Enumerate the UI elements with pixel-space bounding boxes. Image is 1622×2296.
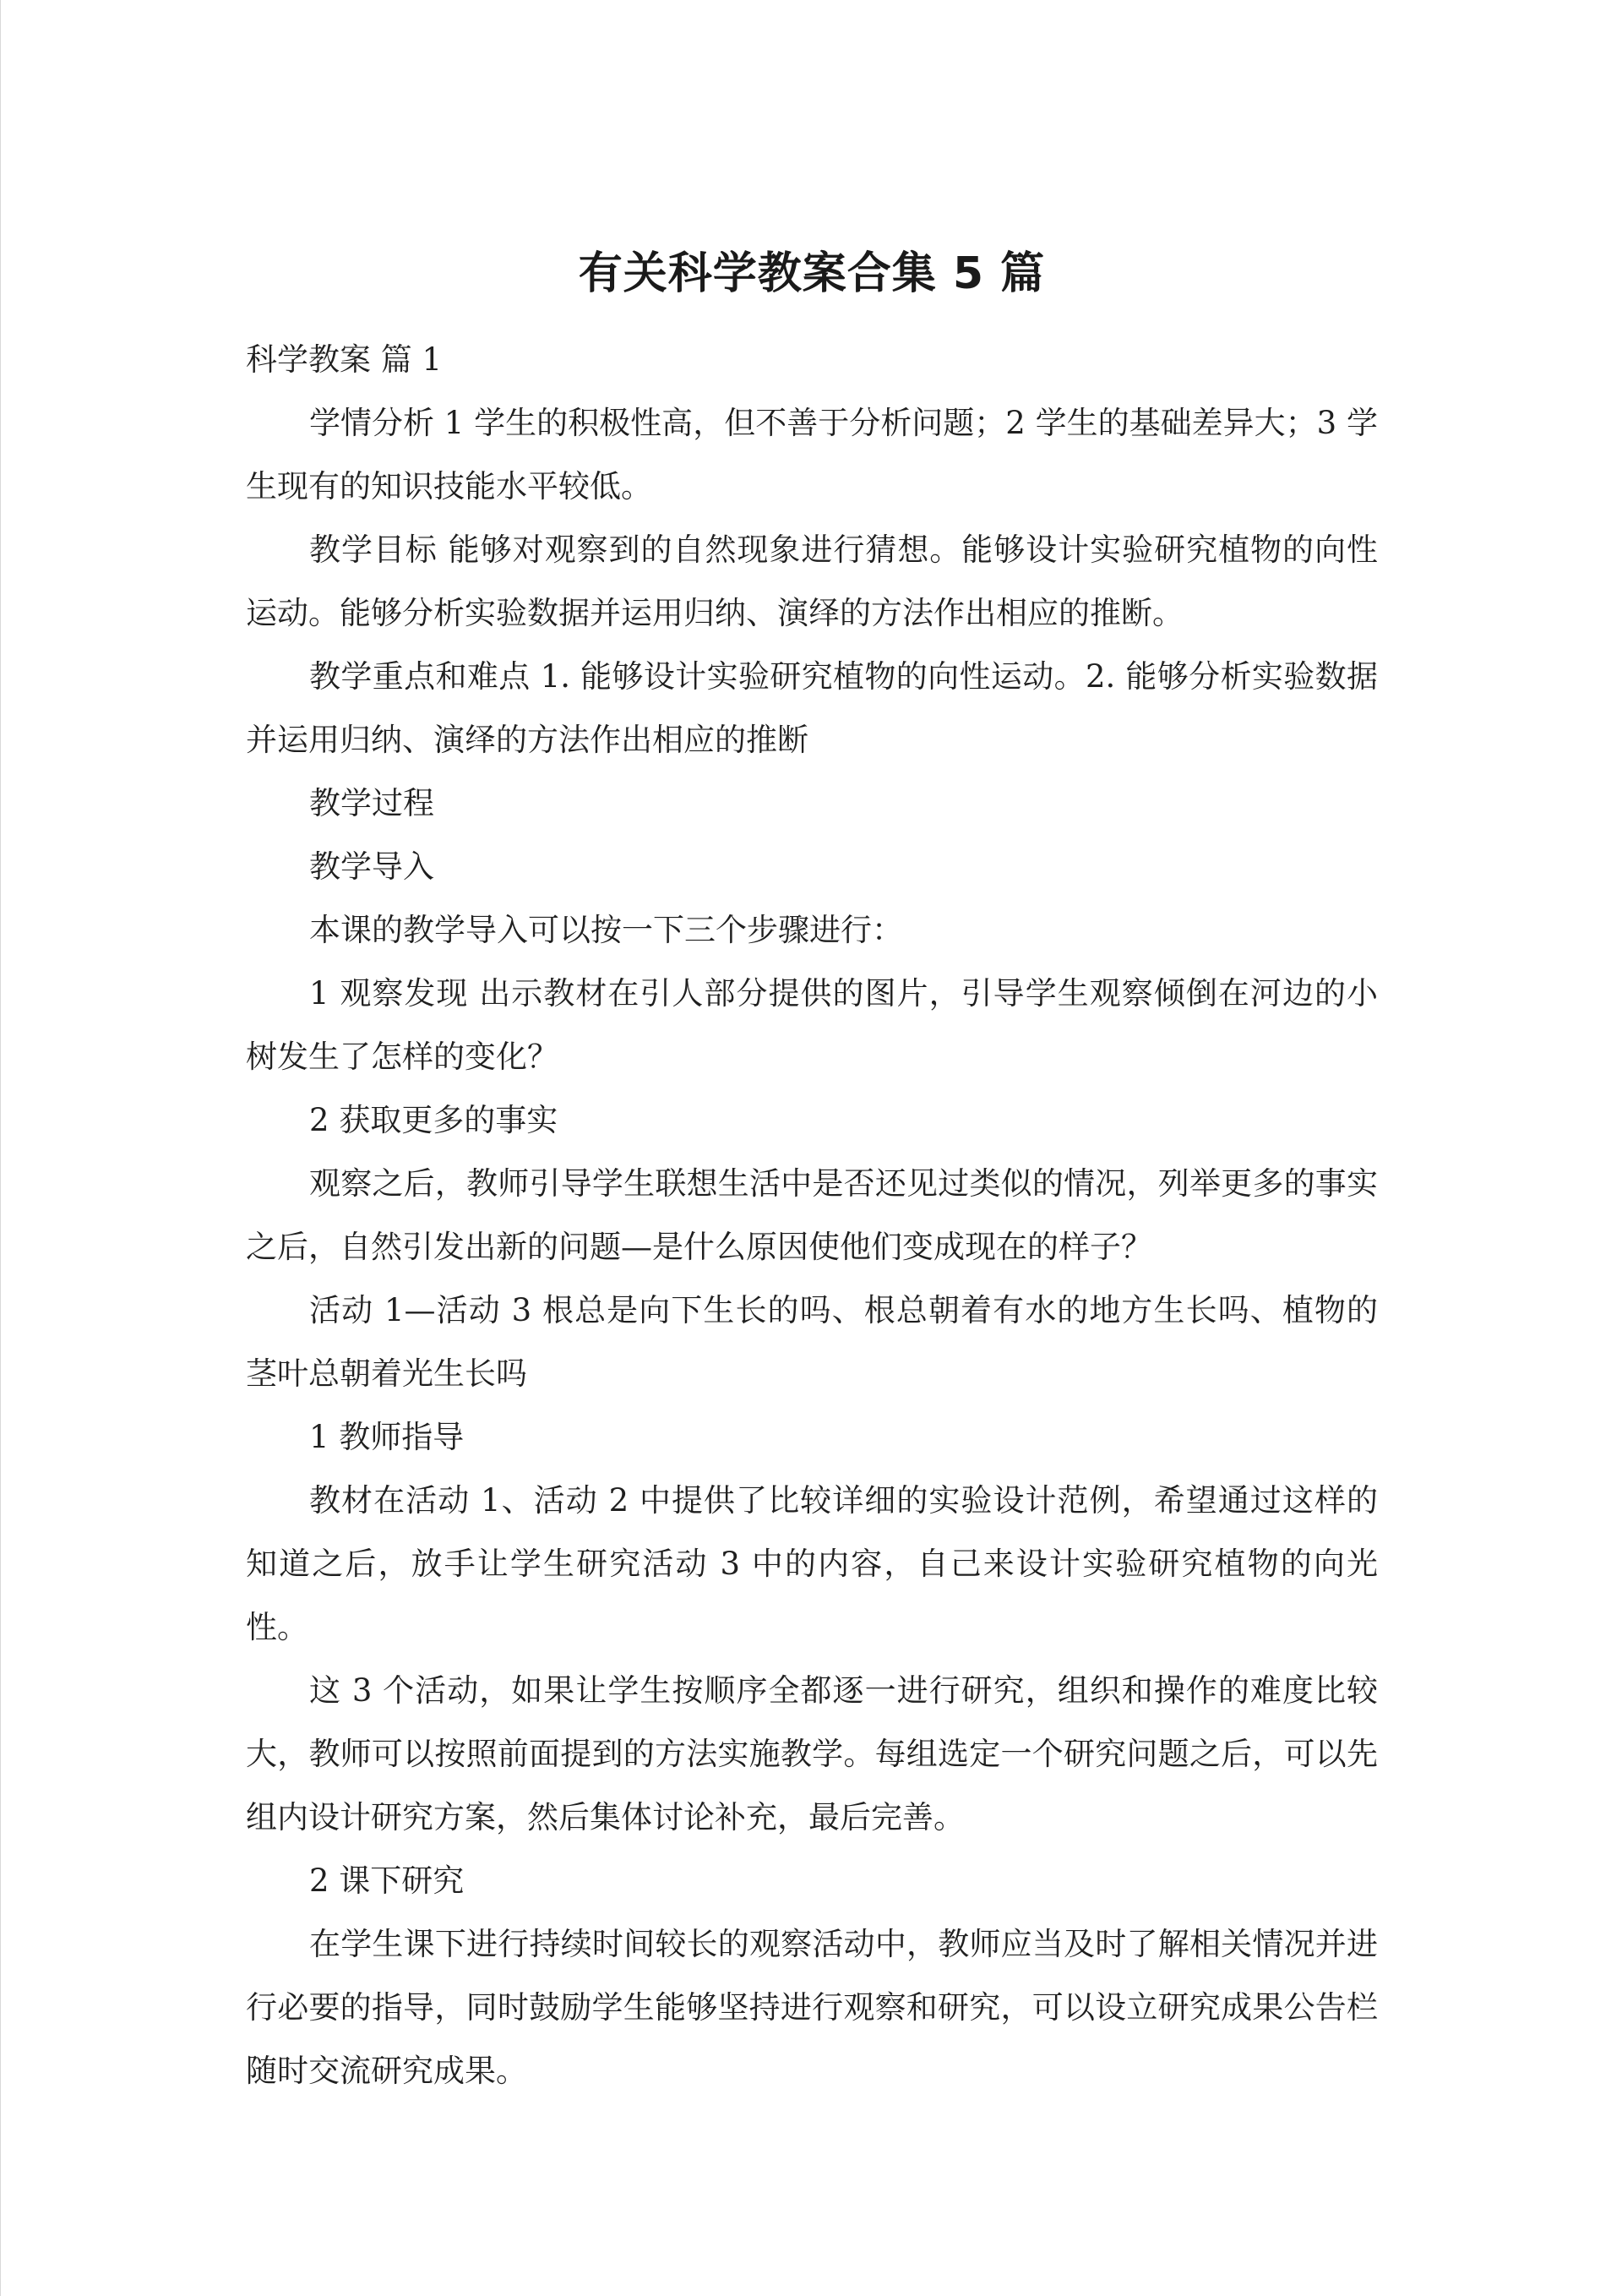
paragraph-teaching-intro: 教学导入 (309, 848, 434, 885)
paragraph-teaching-goals: 教学目标 能够对观察到的自然现象进行猜想。能够设计实验研究植物的向性运动。能够分析实验数据并运用归纳、演绎的方法作出相应的推断。 (246, 532, 1378, 631)
paragraph-textbook-examples: 教材在活动 1、活动 2 中提供了比较详细的实验设计范例，希望通过这样的知道之后，放手让学生研究活动 3 中的内容，自己来设计实验研究植物的向光性。 (246, 1482, 1378, 1645)
paragraph-after-class-research: 2 课下研究 (309, 1862, 465, 1899)
section-heading: 科学教案 篇 1 (246, 341, 443, 378)
paragraph-after-observe: 观察之后，教师引导学生联想生活中是否还见过类似的情况，列举更多的事实之后，自然引发出新的问题—是什么原因使他们变成现在的样子？ (246, 1165, 1378, 1265)
paragraph-step-observe: 1 观察发现 出示教材在引人部分提供的图片，引导学生观察倾倒在河边的小树发生了怎样的变化？ (246, 975, 1378, 1075)
paragraph-intro-steps: 本课的教学导入可以按一下三个步骤进行： (309, 912, 903, 948)
document-title: 有关科学教案合集 5 篇 (578, 248, 1046, 299)
paragraph-activities: 活动 1—活动 3 根总是向下生长的吗、根总朝着有水的地方生长吗、植物的茎叶总朝着光生长吗 (246, 1292, 1378, 1392)
paragraph-step-facts: 2 获取更多的事实 (309, 1102, 558, 1138)
paragraph-teacher-guidance: 1 教师指导 (309, 1419, 465, 1455)
paragraph-three-activities: 这 3 个活动，如果让学生按顺序全都逐一进行研究，组织和操作的难度比较大，教师可以按照前面提到的方法实施教学。每组选定一个研究问题之后，可以先组内设计研究方案，然后集体讨论补充，最后完善。 (246, 1672, 1378, 1835)
paragraph-observation-guidance: 在学生课下进行持续时间较长的观察活动中，教师应当及时了解相关情况并进行必要的指导，同时鼓励学生能够坚持进行观察和研究，可以设立研究成果公告栏随时交流研究成果。 (246, 1926, 1378, 2089)
paragraph-teaching-process: 教学过程 (309, 785, 434, 821)
paragraph-key-points: 教学重点和难点 1. 能够设计实验研究植物的向性运动。2. 能够分析实验数据并运用归纳、演绎的方法作出相应的推断 (246, 658, 1378, 758)
paragraph-learner-analysis: 学情分析 1 学生的积极性高，但不善于分析问题；2 学生的基础差异大；3 学生现有的知识技能水平较低。 (246, 405, 1378, 504)
document-body (246, 328, 1378, 2102)
